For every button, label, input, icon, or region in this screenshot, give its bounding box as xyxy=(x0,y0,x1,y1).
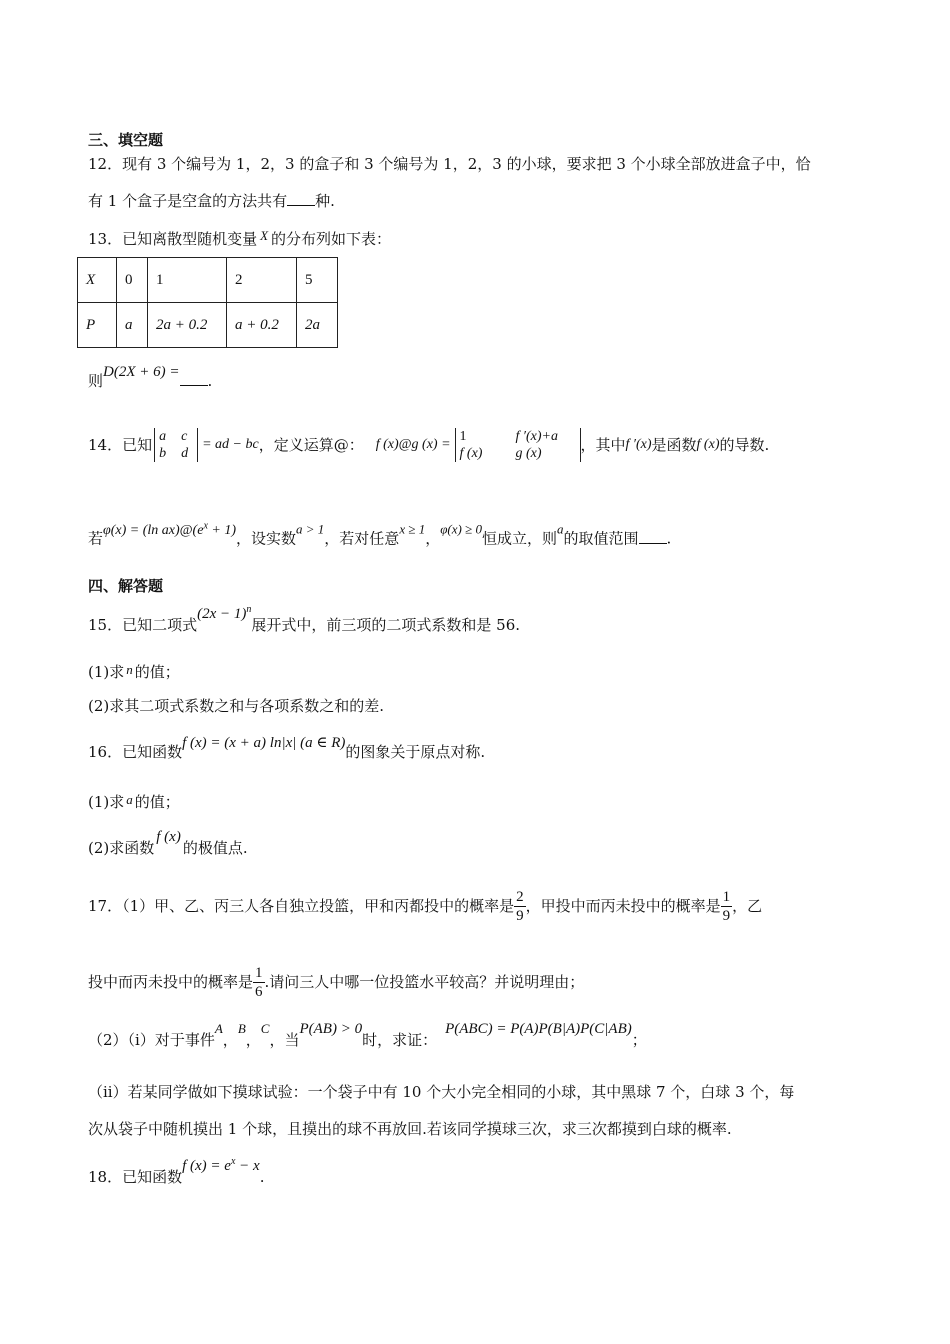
q17-line3-a: （2）（i）对于事件 xyxy=(88,1031,215,1049)
fraction xyxy=(721,888,733,925)
q16-p1-var: a xyxy=(126,792,133,807)
q14-fx: f (x) xyxy=(696,437,720,452)
q17-line2 xyxy=(88,960,584,1004)
q14-op-lhs: f (x)@g (x) = xyxy=(375,437,451,452)
q17-line3-b: ，当 xyxy=(269,1031,300,1049)
q14-var-a: a xyxy=(557,521,564,537)
q17-line4: （ii）若某同学做如下摸球试验：一个袋子中有 10 个大小完全相同的小球，其中黑球 7 个，白球 3 个，每 xyxy=(88,1083,795,1101)
q18-line1 xyxy=(88,1152,264,1184)
det-cell: g (x) xyxy=(515,446,542,461)
q16-p1-a: (1)求 xyxy=(88,793,125,811)
q18-func-base: f (x) = e xyxy=(182,1158,231,1174)
answer-blank xyxy=(180,371,208,386)
q16-p2-a: (2)求函数 xyxy=(88,839,155,857)
q15-binom-sup: n xyxy=(246,604,252,615)
q14-line1 xyxy=(88,420,769,470)
q17-line2-a: 投中而丙未投中的概率是 xyxy=(88,973,254,991)
q13-ask-expr: D(2X + 6) = xyxy=(103,364,180,380)
det-cell: f (x) xyxy=(459,446,483,461)
q14-det-rhs: = ad − bc xyxy=(202,437,259,452)
determinant-2x2 xyxy=(154,428,198,462)
q17-line1-c: ，乙 xyxy=(732,897,763,915)
q14-cond-a: a > 1 xyxy=(296,521,325,537)
q17-line1-b: ，甲投中而丙未投中的概率是 xyxy=(525,897,721,915)
q14-fprime: f ′(x) xyxy=(625,437,652,452)
q14-mid: ，定义运算@： xyxy=(258,436,364,454)
table-cell: P xyxy=(78,303,117,348)
q15-binom xyxy=(197,606,251,622)
q14-tail-a: ，其中 xyxy=(580,436,626,454)
q14-phi-def xyxy=(103,520,236,538)
q17-line1 xyxy=(88,884,762,928)
q18-func-sup: x xyxy=(230,1156,236,1167)
q14-line2-f: 的取值范围 xyxy=(563,529,639,548)
q13-intro xyxy=(88,226,391,249)
q16-part1 xyxy=(88,790,180,812)
table-cell: 2 xyxy=(227,258,297,303)
q13-intro-a: 13．已知离散型随机变量 xyxy=(88,230,258,248)
q14-tail-b: 是函数 xyxy=(651,436,697,454)
fraction-numerator: 1 xyxy=(255,964,263,981)
q17-line1-a: 17．（1）甲、乙、丙三人各自独立投篮，甲和丙都投中的概率是 xyxy=(88,897,515,915)
q16-p1-b: 的值； xyxy=(134,793,180,811)
fraction-numerator: 2 xyxy=(516,888,524,905)
q16-p2-func: f (x) xyxy=(156,829,181,845)
q15-p1-b: 的值； xyxy=(134,663,180,681)
fraction xyxy=(253,964,265,1001)
q14-line2-e: 恒成立，则 xyxy=(482,529,558,548)
q18-func-end: − x xyxy=(235,1158,260,1174)
q15-line1-b: 展开式中，前三项的二项式系数和是 56. xyxy=(251,616,520,634)
table-cell: 0 xyxy=(117,258,148,303)
q14-cond-x: x ≥ 1 xyxy=(399,521,426,537)
q13-ask-end: . xyxy=(207,372,213,390)
table-cell: a + 0.2 xyxy=(227,303,297,348)
q14-line2-a: 若 xyxy=(88,529,104,548)
q17-line2-b: .请问三人中哪一位投篮水平较高？并说明理由； xyxy=(264,973,585,991)
table-cell: 2a + 0.2 xyxy=(148,303,227,348)
q15-binom-base: (2x − 1) xyxy=(197,606,247,622)
table-cell: X xyxy=(78,258,117,303)
q12-line2-text: 有 1 个盒子是空盒的方法共有 xyxy=(88,192,288,210)
q17-sep2: ， xyxy=(245,1031,261,1049)
table-cell: 5 xyxy=(297,258,338,303)
det-cell: d xyxy=(181,446,189,461)
q14-line2-end: . xyxy=(666,529,672,548)
q17-formula: P(ABC) = P(A)P(B|A)P(C|AB) xyxy=(445,1021,632,1037)
q15-p1-var: n xyxy=(126,662,133,677)
q14-phi-end: + 1) xyxy=(207,522,236,538)
q18-line1-a: 18．已知函数 xyxy=(88,1168,183,1186)
table-cell: 1 xyxy=(148,258,227,303)
fraction-denominator: 6 xyxy=(255,983,263,1000)
fraction-denominator: 9 xyxy=(516,907,524,924)
q14-line2-b: ，设实数 xyxy=(236,529,297,548)
q14-line2 xyxy=(88,516,671,546)
q13-var: X xyxy=(260,228,269,243)
table-cell: a xyxy=(117,303,148,348)
q17-line3-c: 时，求证： xyxy=(362,1031,438,1049)
q16-line1-a: 16．已知函数 xyxy=(88,743,183,761)
fraction-denominator: 9 xyxy=(722,907,731,924)
det-cell: b xyxy=(159,446,167,461)
table-row xyxy=(78,258,338,303)
section-title-fill-in: 三、填空题 xyxy=(88,131,164,149)
q14-line2-c: ，若对任意 xyxy=(324,529,400,548)
distribution-table xyxy=(77,257,338,348)
fraction xyxy=(514,888,526,925)
section-title-answer: 四、解答题 xyxy=(88,577,164,595)
q16-func: f (x) = (x + a) ln|x| (a ∈ R) xyxy=(182,735,346,751)
det-cell: c xyxy=(181,429,188,444)
q14-line2-d: ， xyxy=(425,529,441,548)
q18-func xyxy=(182,1158,260,1174)
det-cell: 1 xyxy=(459,429,467,444)
q13-ask xyxy=(88,362,212,391)
q13-intro-b: 的分布列如下表： xyxy=(271,230,392,248)
q17-sep1: ， xyxy=(222,1031,238,1049)
q12-line1: 12．现有 3 个编号为 1，2，3 的盒子和 3 个编号为 1，2，3 的小球，要求把 3 个小球全部放进盒子中，恰 xyxy=(88,155,811,173)
q17-line3-end: ； xyxy=(631,1031,647,1049)
determinant-operation xyxy=(455,428,581,462)
q17-event-a: A xyxy=(214,1021,223,1036)
q14-phi-sup: x xyxy=(203,520,208,531)
q16-line1 xyxy=(88,732,485,762)
q15-line1 xyxy=(88,600,520,632)
q14-tail-c: 的导数. xyxy=(719,436,770,454)
q15-p1-a: (1)求 xyxy=(88,663,125,681)
q12-line2 xyxy=(88,191,335,211)
q12-line2-end: 种. xyxy=(315,192,335,210)
q13-ask-a: 则 xyxy=(88,372,104,390)
table-cell: 2a xyxy=(297,303,338,348)
q15-part1 xyxy=(88,660,180,682)
fraction-numerator: 1 xyxy=(722,888,731,905)
q16-p2-b: 的极值点. xyxy=(182,839,248,857)
q18-line1-end: . xyxy=(259,1168,265,1186)
q17-line3 xyxy=(88,1018,647,1052)
det-cell: a xyxy=(159,429,167,444)
q15-line1-a: 15．已知二项式 xyxy=(88,616,198,634)
q17-line5: 次从袋子中随机摸出 1 个球，且摸出的球不再放回.若该同学摸球三次，求三次都摸到白球的概率. xyxy=(88,1120,732,1138)
q14-phi-text: φ(x) = (ln ax)@(e xyxy=(103,522,204,538)
table-row xyxy=(78,303,338,348)
q17-event-c: C xyxy=(260,1021,270,1036)
q15-part2: (2)求其二项式系数之和与各项系数之和的差. xyxy=(88,697,385,715)
det-cell: f ′(x)+a xyxy=(515,429,558,444)
q14-cond-phi: φ(x) ≥ 0 xyxy=(440,521,482,537)
q17-event-b: B xyxy=(237,1021,246,1036)
answer-blank xyxy=(639,529,667,544)
q17-condition: P(AB) > 0 xyxy=(299,1021,363,1037)
q16-part2 xyxy=(88,826,248,858)
q16-line1-b: 的图象关于原点对称. xyxy=(345,743,486,761)
answer-blank xyxy=(287,191,315,206)
q14-prefix: 14．已知 xyxy=(88,436,153,454)
